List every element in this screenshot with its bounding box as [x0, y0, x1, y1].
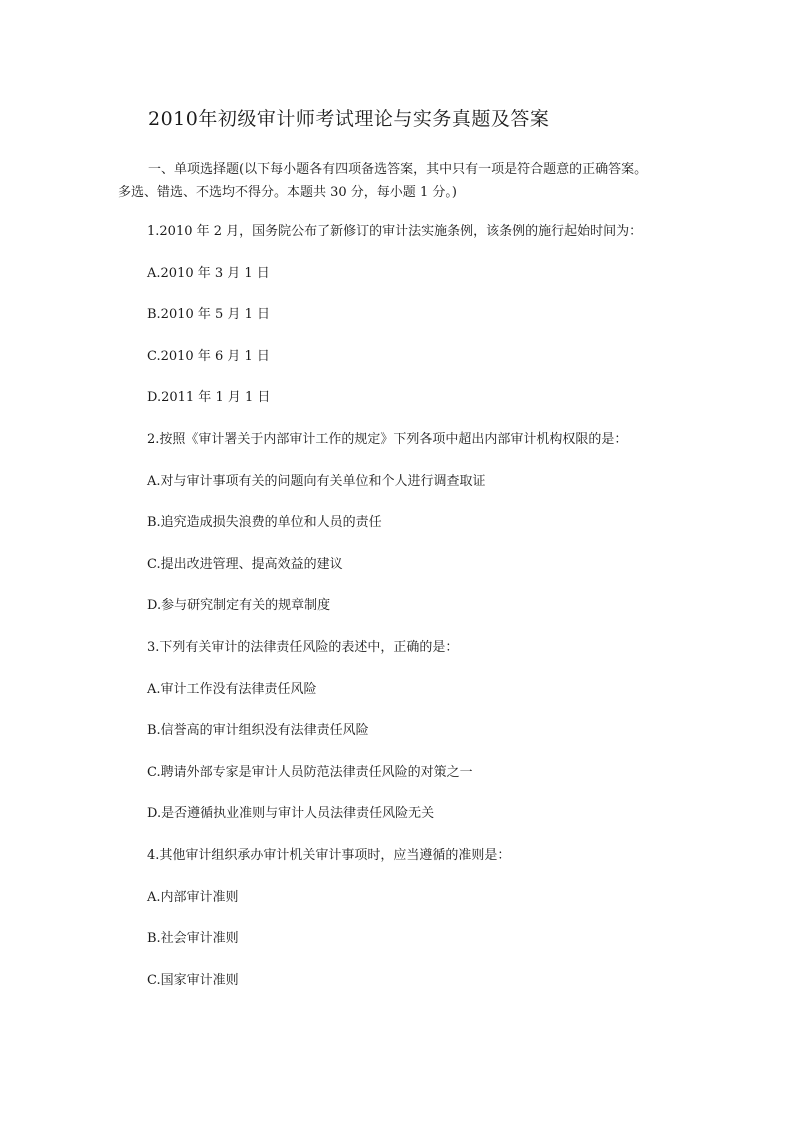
- question-3-option-c: C.聘请外部专家是审计人员防范法律责任风险的对策之一: [147, 765, 473, 780]
- section-intro-line-2: 多选、错选、不选均不得分。本题共 30 分，每小题 1 分。): [118, 185, 457, 200]
- question-1-option-c: C.2010 年 6 月 1 日: [147, 349, 270, 364]
- question-3-stem: 3.下列有关审计的法律责任风险的表述中，正确的是：: [147, 640, 459, 655]
- question-4-stem: 4.其他审计组织承办审计机关审计事项时，应当遵循的准则是：: [147, 848, 511, 863]
- question-3-option-a: A.审计工作没有法律责任风险: [147, 682, 317, 697]
- section-intro-line-1: 一、单项选择题(以下每小题各有四项备选答案，其中只有一项是符合题意的正确答案。: [148, 162, 648, 177]
- question-2-stem: 2.按照《审计署关于内部审计工作的规定》下列各项中超出内部审计机构权限的是：: [147, 432, 628, 447]
- question-2-option-b: B.追究造成损失浪费的单位和人员的责任: [147, 515, 382, 530]
- question-4-option-a: A.内部审计准则: [147, 890, 239, 905]
- page-title: 2010年初级审计师考试理论与实务真题及答案: [148, 108, 550, 130]
- question-2-option-a: A.对与审计事项有关的问题向有关单位和个人进行调查取证: [147, 474, 486, 489]
- question-1-option-b: B.2010 年 5 月 1 日: [147, 307, 270, 322]
- question-4-option-c: C.国家审计准则: [147, 973, 239, 988]
- question-1-option-d: D.2011 年 1 月 1 日: [147, 390, 271, 405]
- question-4-option-b: B.社会审计准则: [147, 931, 239, 946]
- question-2-option-c: C.提出改进管理、提高效益的建议: [147, 557, 343, 572]
- question-3-option-d: D.是否遵循执业准则与审计人员法律责任风险无关: [147, 806, 435, 821]
- question-1-option-a: A.2010 年 3 月 1 日: [147, 266, 270, 281]
- question-2-option-d: D.参与研究制定有关的规章制度: [147, 598, 331, 613]
- question-3-option-b: B.信誉高的审计组织没有法律责任风险: [147, 723, 369, 738]
- question-1-stem: 1.2010 年 2 月，国务院公布了新修订的审计法实施条例，该条例的施行起始时间为：: [147, 224, 643, 239]
- section-heading: [118, 158, 678, 204]
